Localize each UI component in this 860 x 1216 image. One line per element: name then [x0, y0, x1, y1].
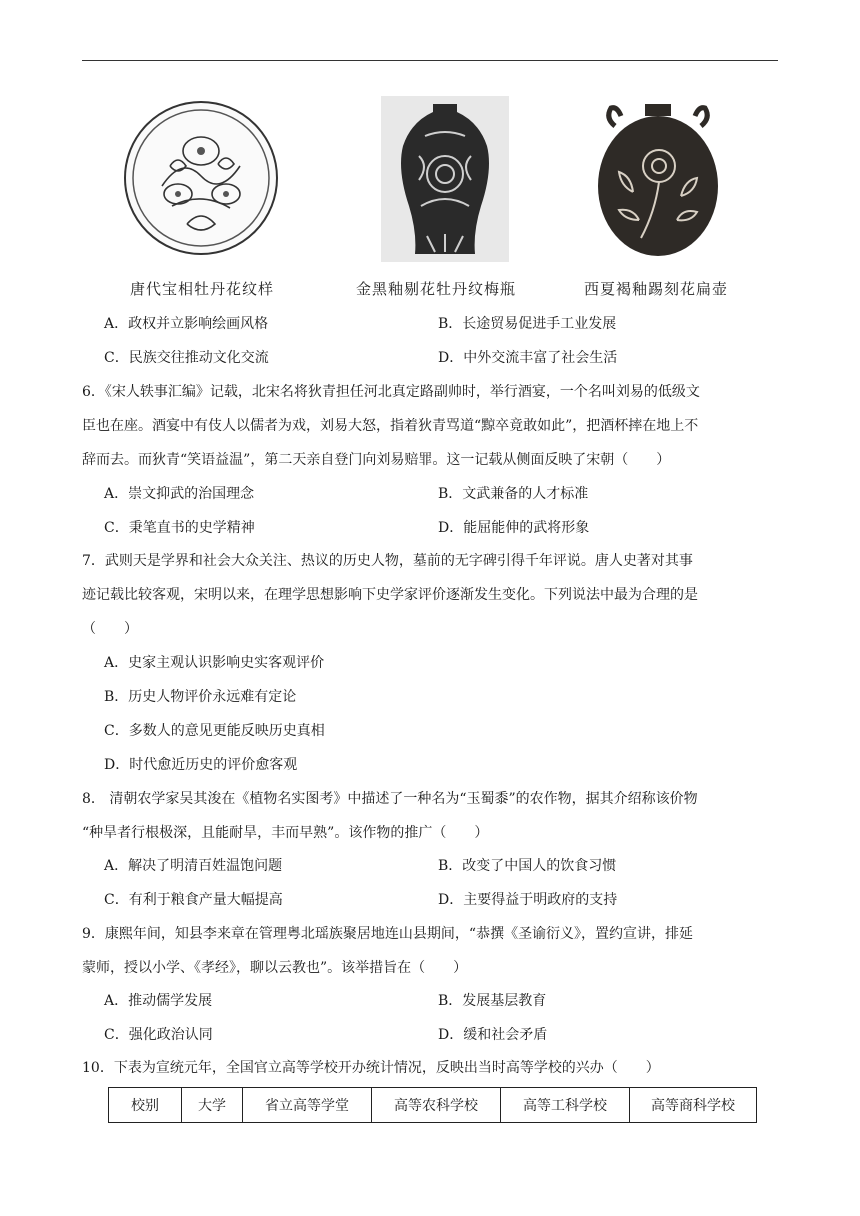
q7-option-a: A．史家主观认识影响史实客观评价	[104, 655, 325, 671]
q6-option-d: D．能屈能伸的武将形象	[438, 520, 590, 536]
q9-option-d: D．缓和社会矛盾	[438, 1027, 548, 1043]
q6-text-line-3: 辞而去。而狄青“笑语益温”，第二天亲自登门向刘易赔罪。这一记载从侧面反映了宋朝（ ）	[82, 452, 671, 468]
q7-text-line-1: 7．武则天是学界和社会大众关注、热议的历史人物，墓前的无字碑引得千年评说。唐人史著对其事	[82, 553, 693, 569]
table-header-cell: 校别	[109, 1088, 182, 1123]
q8-option-c: C．有利于粮食产量大幅提高	[104, 892, 283, 908]
table-header-cell: 省立高等学堂	[243, 1088, 372, 1123]
tang-peony-pattern-image	[122, 96, 280, 262]
figure-caption-tang: 唐代宝相牡丹花纹样	[130, 280, 275, 298]
q5-option-d: D．中外交流丰富了社会生活	[438, 350, 618, 366]
western-xia-flask-image	[593, 96, 723, 262]
school-statistics-table	[108, 1087, 757, 1123]
q6-text-line-1: 6．《宋人轶事汇编》记载，北宋名将狄青担任河北真定路副帅时，举行酒宴，一个名叫刘易的低级文	[82, 384, 700, 400]
table-header-cell: 高等商科学校	[630, 1088, 757, 1123]
q8-text-line-2: “种旱者行根极深，且能耐旱，丰而早熟”。该作物的推广（ ）	[82, 825, 489, 841]
q6-option-c: C．秉笔直书的史学精神	[104, 520, 255, 536]
q9-option-a: A．推动儒学发展	[104, 993, 213, 1009]
table-header-row	[109, 1088, 757, 1123]
q8-option-a: A．解决了明清百姓温饱问题	[104, 858, 283, 874]
q6-option-b: B．文武兼备的人才标准	[438, 486, 589, 502]
q7-option-d: D．时代愈近历史的评价愈客观	[104, 757, 298, 773]
q8-option-d: D．主要得益于明政府的支持	[438, 892, 618, 908]
q9-text-line-1: 9．康熙年间，知县李来章在管理粤北瑶族聚居地连山县期间，“恭撰《圣谕衍义》，置约宣讲，排延	[82, 926, 694, 942]
q7-option-c: C．多数人的意见更能反映历史真相	[104, 723, 325, 739]
q6-text-line-2: 臣也在座。酒宴中有伎人以儒者为戏，刘易大怒，指着狄青骂道“黥卒竟敢如此”，把酒杯摔在地上不	[82, 418, 699, 434]
q5-option-c: C．民族交往推动文化交流	[104, 350, 269, 366]
header-rule	[82, 60, 778, 61]
q8-text-line-1: 8． 清朝农学家吴其浚在《植物名实图考》中描述了一种名为“玉蜀黍”的农作物，据其介绍称该价物	[82, 791, 698, 807]
q9-option-b: B．发展基层教育	[438, 993, 547, 1009]
jin-plum-vase-image	[381, 96, 509, 262]
q7-text-line-2: 迹记载比较客观，宋明以来，在理学思想影响下史学家评价逐渐发生变化。下列说法中最为合理的是	[82, 587, 698, 603]
table-header-cell: 大学	[182, 1088, 243, 1123]
q9-text-line-2: 蒙师，授以小学、《孝经》，聊以云教也”。该举措旨在（ ）	[82, 960, 468, 976]
q9-option-c: C．强化政治认同	[104, 1027, 213, 1043]
q6-option-a: A．崇文抑武的治国理念	[104, 486, 255, 502]
table-header-cell: 高等农科学校	[372, 1088, 501, 1123]
q5-option-b: B．长途贸易促进手工业发展	[438, 316, 617, 332]
q8-option-b: B．改变了中国人的饮食习惯	[438, 858, 617, 874]
table-header-cell: 高等工科学校	[501, 1088, 630, 1123]
q7-text-line-3: （ ）	[82, 621, 138, 637]
figure-caption-xia: 西夏褐釉踢刻花扁壶	[584, 280, 729, 298]
q10-text-line-1: 10．下表为宣统元年，全国官立高等学校开办统计情况，反映出当时高等学校的兴办（ ）	[82, 1060, 660, 1076]
q7-option-b: B．历史人物评价永远难有定论	[104, 689, 297, 705]
q5-option-a: A．政权并立影响绘画风格	[104, 316, 269, 332]
figure-caption-jin: 金黑釉剔花牡丹纹梅瓶	[356, 280, 517, 298]
